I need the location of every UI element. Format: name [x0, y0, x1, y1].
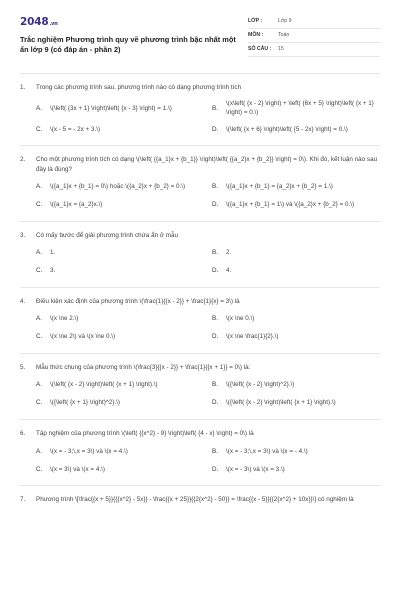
question-text: Có mấy bước để giải phương trình chứa ẩn ở mẫu [36, 231, 178, 239]
question-5 [20, 363, 380, 420]
option-a[interactable] [36, 181, 210, 193]
option-c[interactable] [36, 397, 210, 409]
option-a[interactable] [36, 445, 210, 457]
meta-row-subject [248, 29, 380, 43]
option-b[interactable] [212, 247, 386, 259]
option-text: \(x \ne 2\) và \(x \ne 0.\) [50, 333, 116, 341]
option-d[interactable] [212, 265, 386, 277]
option-d[interactable] [212, 331, 386, 343]
quiz-meta-table [248, 15, 380, 73]
question-text: Phương trình \[\frac{{x + 5}}{{{x^2} - 5x}} - \frac{{x + 25}}{{2{x^2} - 50}} = \frac{{x - 5}}{{2{x^2} + 10x}}\] có nghiệm là [36, 496, 354, 504]
option-letter: D. [212, 267, 219, 275]
option-text: \(\left( {3x + 1} \right)\left( {x - 3} \right) = 1.\) [50, 104, 172, 112]
option-letter: D. [212, 125, 219, 133]
option-letter: C. [36, 125, 43, 133]
question-text: Tập nghiệm của phương trình \(\left( {{x^2} - 9} \right)\left( {4 - x} \right) = 0\) là [36, 430, 254, 437]
option-text: \(x \ne 0.\) [226, 315, 255, 323]
meta-value: 15 [278, 45, 284, 52]
option-letter: C. [36, 201, 43, 209]
question-stem [20, 155, 380, 173]
page-title: Trắc nghiệm Phương trình quy về phương trình bậc nhất một ẩn lớp 9 (có đáp án - phần 2) [20, 35, 236, 55]
question-text: Mẫu thức chung của phương trình \(\frac{3}{{x - 2}} + \frac{1}{{x + 1}} = 0\) là: [36, 363, 251, 371]
option-letter: A. [36, 104, 42, 112]
meta-value: Lớp 9 [278, 17, 292, 24]
option-letter: C. [36, 399, 43, 407]
option-b[interactable] [212, 445, 386, 457]
option-letter: D. [212, 333, 219, 341]
option-text: \(x - 5 = - 2x + 3.\) [50, 125, 101, 133]
option-text: \(x = - 3;\,x = 3\) và \(x = - 4.\) [226, 447, 308, 455]
answer-options [20, 379, 380, 409]
option-letter: A. [36, 447, 42, 455]
option-text: \(x = 3\) và \(x = 4.\) [50, 465, 105, 473]
option-letter: C. [36, 465, 43, 473]
question-stem [20, 363, 380, 372]
option-text: \(x = - 3;\,x = 3\) và \(x = 4.\) [50, 447, 128, 455]
question-number: 2. [20, 156, 26, 164]
option-letter: A. [36, 315, 42, 323]
option-a[interactable] [36, 379, 210, 391]
option-b[interactable] [212, 181, 386, 193]
option-d[interactable] [212, 397, 386, 409]
question-2 [20, 155, 380, 221]
answer-options [20, 99, 380, 135]
option-d[interactable] [212, 463, 386, 475]
option-c[interactable] [36, 331, 210, 343]
option-b[interactable] [212, 99, 386, 117]
option-text: \({a_1}x + {b_1} = 1\) và \({a_2}x + {b_2} = 0.\) [226, 201, 355, 209]
option-letter: B. [212, 315, 218, 323]
option-text: \(\left( {x - 2} \right)\left( {x + 1} \right).\) [50, 381, 158, 389]
question-text: Cho một phương trình tích có dạng \(\left( {{a_1}x + {b_1}} \right)\left( {{a_2}x + {b_2}} \right) = 0\). Khi đó, kết luận nào sau đây là đúng? [36, 156, 378, 173]
option-text: \({\left( {x - 2} \right)^2}.\) [226, 381, 295, 389]
option-text: \({\left( {x + 1} \right)^2}.\) [50, 399, 120, 407]
answer-options [20, 247, 380, 277]
option-text: \({a_1}x = {a_2}x.\) [50, 201, 103, 209]
question-number: 5. [20, 363, 26, 371]
option-letter: A. [36, 249, 42, 257]
option-d[interactable] [212, 123, 386, 135]
answer-options [20, 445, 380, 475]
option-letter: A. [36, 183, 42, 191]
option-text: 2. [226, 249, 232, 257]
question-stem [20, 83, 380, 92]
meta-key: MÔN : [248, 31, 264, 38]
option-text: \({a_1}x + {b_1} = 0\) hoặc \({a_2}x + {b_2} = 0.\) [50, 183, 186, 191]
option-letter: D. [212, 399, 219, 407]
logo-text: 2048 [20, 16, 49, 28]
option-letter: B. [212, 249, 218, 257]
option-text: 4. [226, 267, 232, 275]
option-letter: B. [212, 381, 218, 389]
option-letter: C. [36, 333, 43, 341]
option-b[interactable] [212, 379, 386, 391]
question-3 [20, 231, 380, 288]
option-letter: B. [212, 183, 218, 191]
option-d[interactable] [212, 199, 386, 211]
question-text: Trong các phương trình sau, phương trình nào có dạng phương trình tích [36, 84, 242, 91]
question-6 [20, 429, 380, 486]
header-left [20, 15, 242, 73]
option-letter: C. [36, 267, 43, 275]
question-number: 3. [20, 231, 26, 239]
option-a[interactable] [36, 99, 210, 117]
question-stem [20, 495, 380, 504]
option-text: \(\left( {x + 6} \right)\left( {5 - 2x} \right) = 0.\) [226, 125, 348, 133]
meta-row-count [248, 43, 380, 57]
meta-key: SỐ CÂU : [248, 45, 272, 52]
option-letter: D. [212, 201, 219, 209]
option-text: \({\left( {x - 2} \right)\left( {x + 1} \right).\) [226, 399, 336, 407]
question-stem [20, 231, 380, 240]
option-c[interactable] [36, 463, 210, 475]
site-logo[interactable] [20, 15, 242, 30]
option-letter: B. [212, 104, 218, 112]
question-text: Điều kiện xác định của phương trình \(\frac{1}{{x - 2}} + \frac{1}{x} = 3\) là [36, 297, 240, 305]
option-letter: A. [36, 381, 42, 389]
option-text: \(x \ne 2.\) [50, 315, 79, 323]
answer-options [20, 181, 380, 211]
question-number: 7. [20, 496, 26, 504]
option-a[interactable] [36, 247, 210, 259]
option-text: 1. [50, 249, 56, 257]
question-number: 6. [20, 430, 26, 437]
option-c[interactable] [36, 199, 210, 211]
option-text: 3. [50, 267, 56, 275]
meta-key: LỚP : [248, 17, 263, 24]
option-text: \(x = - 3\) và \(x = 3.\) [226, 465, 285, 473]
option-text: \({a_1}x + {b_1} = {a_2}x + {b_2} = 1.\) [226, 183, 333, 191]
option-b[interactable] [212, 313, 386, 325]
option-a[interactable] [36, 313, 210, 325]
logo-suffix: .vn [49, 21, 58, 27]
question-stem [20, 297, 380, 306]
question-stem [20, 429, 380, 438]
option-text: \(x \ne \frac{1}{2}.\) [226, 333, 279, 341]
option-c[interactable] [36, 265, 210, 277]
option-letter: D. [212, 465, 219, 473]
page-header [20, 0, 380, 74]
meta-row-class [248, 15, 380, 29]
question-number: 4. [20, 297, 26, 305]
option-letter: B. [212, 447, 218, 455]
question-list [20, 83, 380, 504]
meta-value: Toán [278, 31, 290, 38]
question-4 [20, 297, 380, 354]
option-text: \(x\left( {x - 2} \right) + \left( {6x + 5} \right)\left( {x + 1} \right) = 0.\) [226, 100, 374, 117]
question-1 [20, 83, 380, 146]
option-c[interactable] [36, 123, 210, 135]
answer-options [20, 313, 380, 343]
question-number: 1. [20, 84, 26, 91]
question-7 [20, 495, 380, 504]
